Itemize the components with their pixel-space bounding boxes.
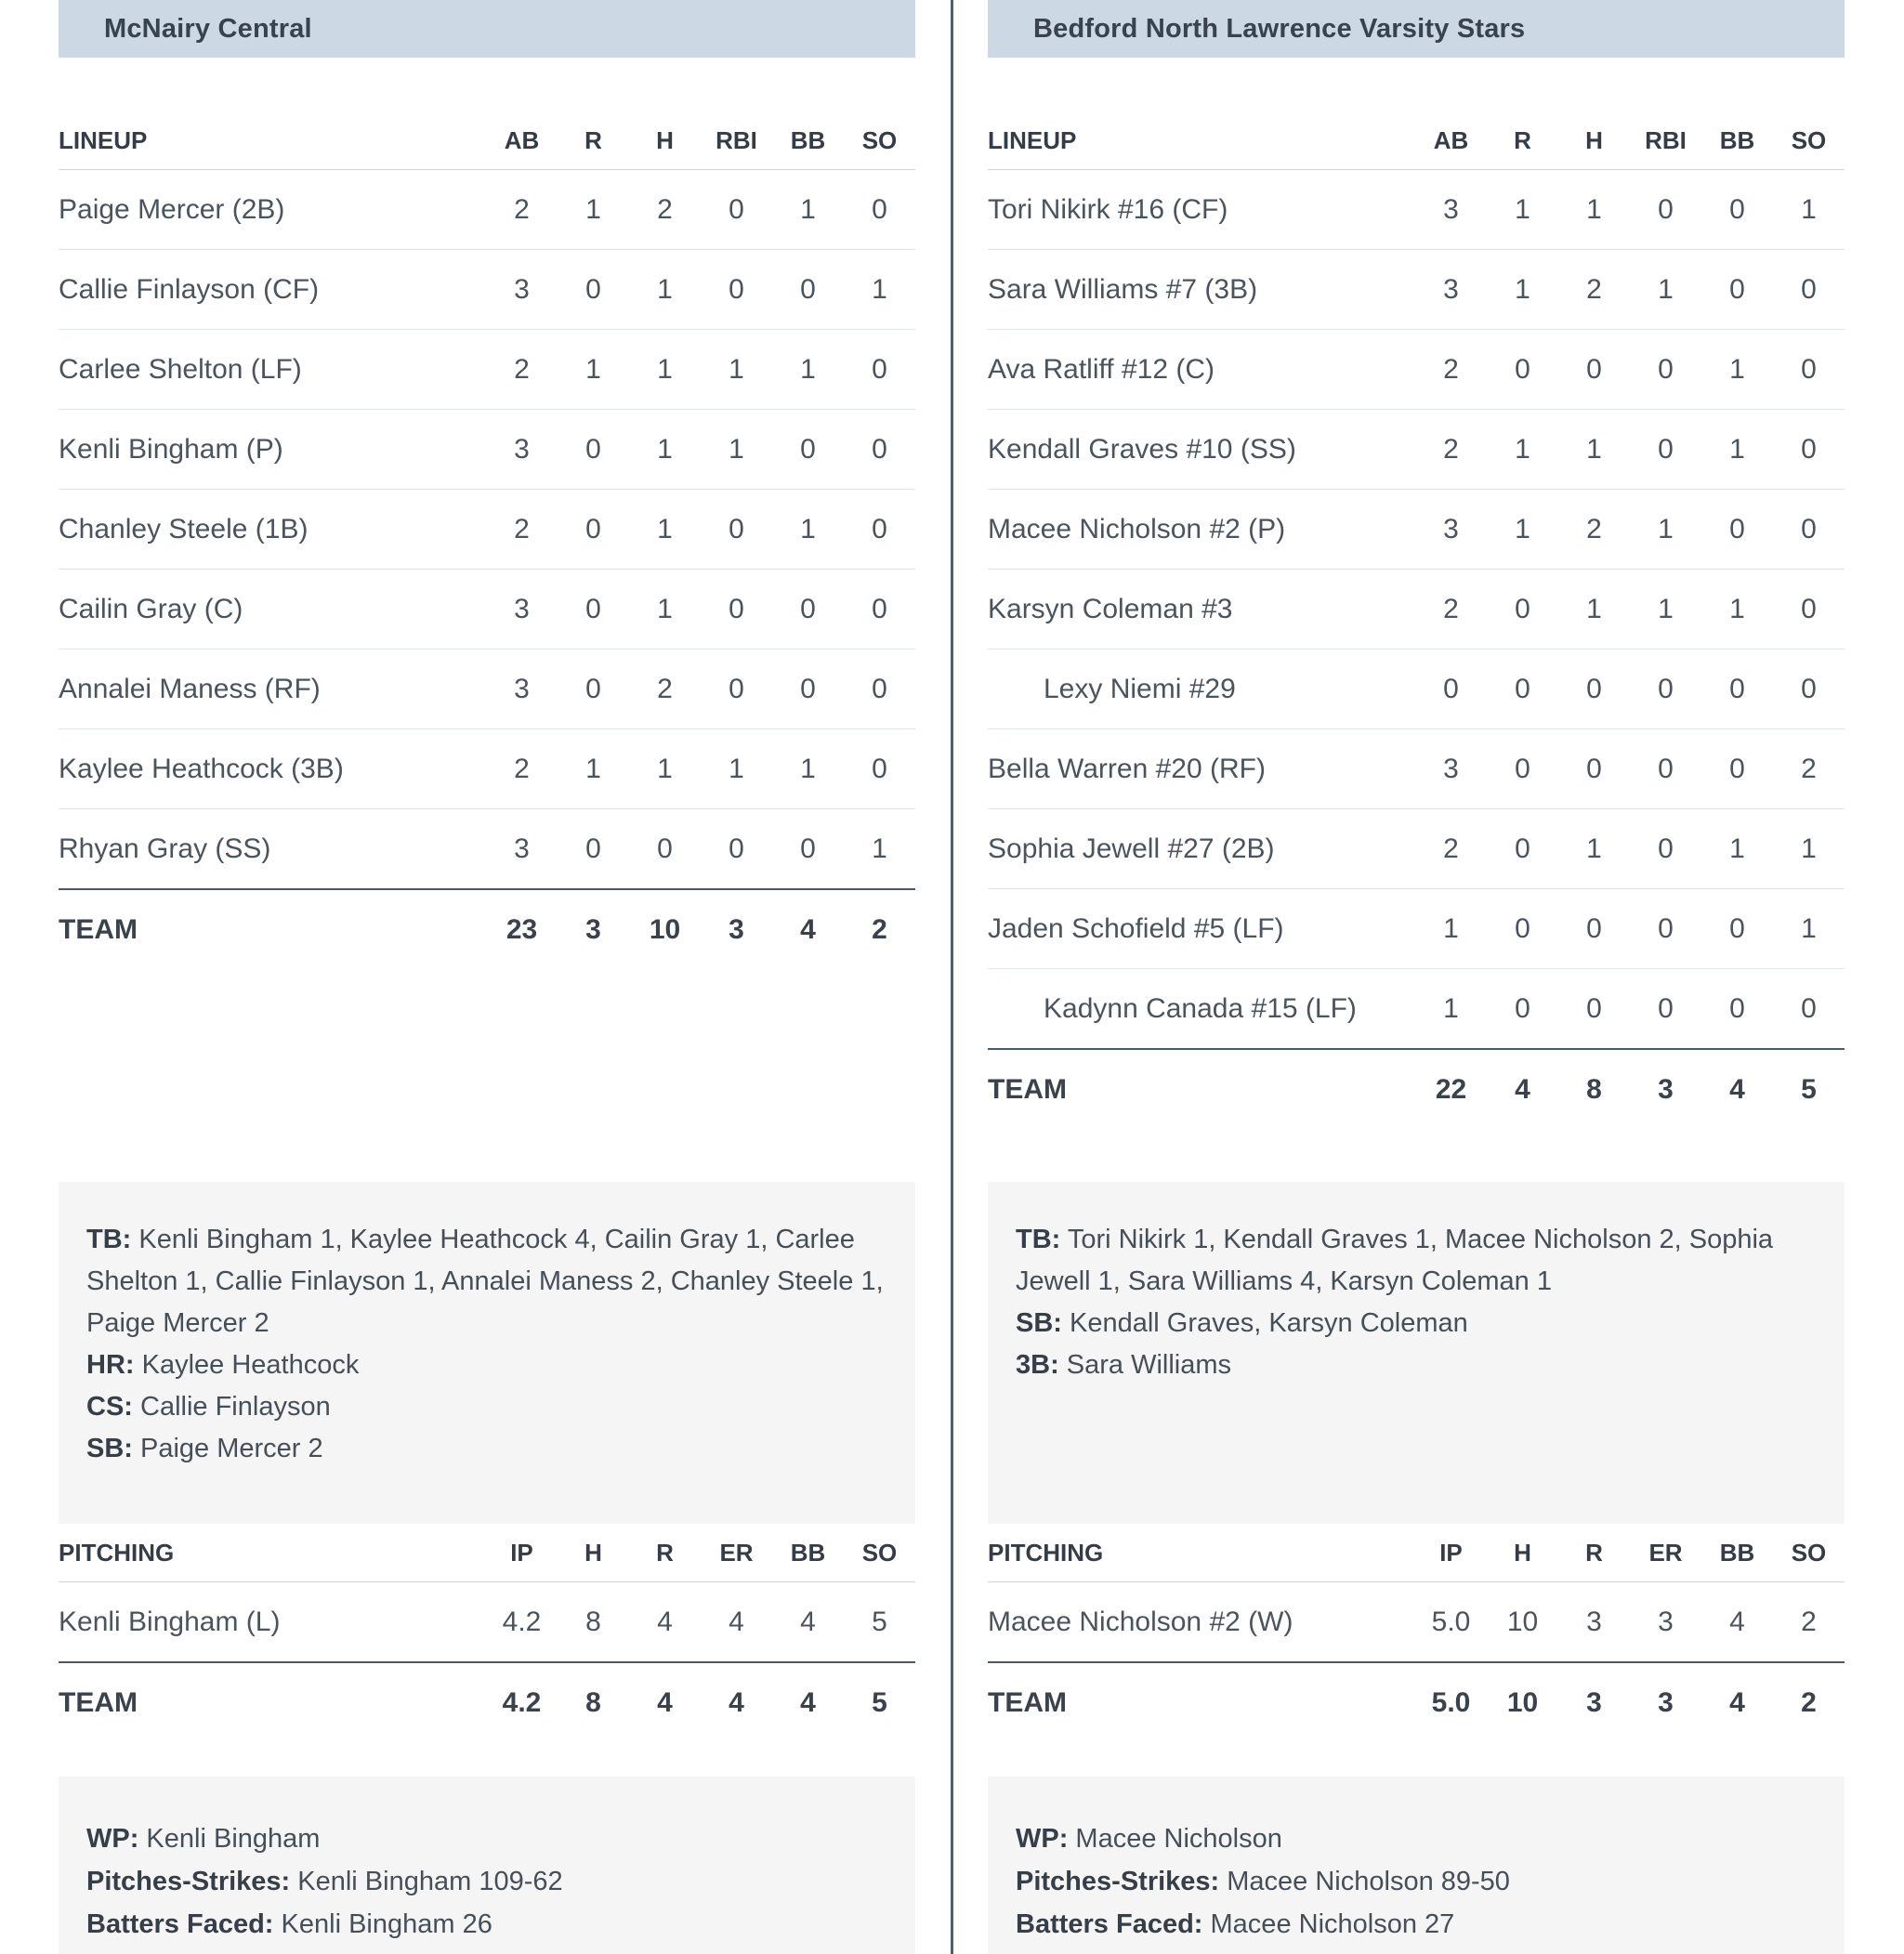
stat-value: 0 — [1701, 889, 1773, 969]
header-row — [988, 1524, 1845, 1582]
stat-value: 2 — [1415, 809, 1487, 889]
stat-value: 0 — [1558, 969, 1630, 1050]
stat-value: 0 — [844, 729, 915, 809]
stat-value: 0 — [1630, 649, 1701, 729]
team-panel-home — [988, 0, 1845, 1954]
lineup-table — [59, 111, 915, 969]
stat-value: 0 — [1630, 170, 1701, 250]
lineup-header-row — [59, 111, 915, 170]
stat-value: 0 — [1773, 570, 1845, 649]
stat-value: 3 — [486, 410, 558, 490]
stat-value: 0 — [1630, 330, 1701, 410]
stat-value: 3 — [1415, 729, 1487, 809]
pitching-player-row — [59, 1582, 915, 1663]
stat-value: 3 — [1415, 170, 1487, 250]
stat-value: 0 — [558, 649, 629, 729]
stat-value: 1 — [1773, 170, 1845, 250]
stat-value: 1 — [1558, 809, 1630, 889]
team-name: McNairy Central — [104, 13, 312, 44]
stat-value: 0 — [1701, 170, 1773, 250]
stat-value: 0 — [772, 570, 844, 649]
note-line: Pitches-Strikes: Kenli Bingham 109-62 — [86, 1867, 563, 1896]
column-header: RBI — [701, 111, 772, 170]
stat-value: 3 — [1415, 490, 1487, 570]
stat-value: 1 — [701, 330, 772, 410]
stat-value: 1 — [772, 490, 844, 570]
column-header: BB — [772, 1524, 844, 1582]
note-label: TB: — [1016, 1225, 1061, 1254]
stat-value: 4 — [1701, 1582, 1773, 1663]
stat-value: 2 — [486, 490, 558, 570]
stat-value: 10 — [1487, 1582, 1558, 1663]
team-total-value: 4 — [800, 913, 816, 945]
lineup-table — [988, 111, 1845, 1129]
stat-value: 1 — [1487, 250, 1558, 330]
note-line: WP: Macee Nicholson — [1016, 1824, 1282, 1854]
stat-value: 1 — [1630, 490, 1701, 570]
stat-value: 2 — [1415, 570, 1487, 649]
note-line: WP: Kenli Bingham — [86, 1824, 321, 1854]
player-name: Cailin Gray (C) — [59, 570, 486, 649]
stat-value: 1 — [629, 570, 701, 649]
note-label: Pitches-Strikes: — [86, 1867, 291, 1896]
batting-notes-box — [59, 1182, 915, 1524]
lineup-player-row — [988, 649, 1845, 729]
team-total-value: 4 — [1515, 1073, 1530, 1105]
stat-value: 0 — [1773, 490, 1845, 570]
lineup-player-row — [988, 889, 1845, 969]
stat-value: 1 — [1701, 570, 1773, 649]
column-header: AB — [1415, 111, 1487, 170]
stat-value: 4 — [701, 1582, 772, 1663]
stat-value: 1 — [1558, 410, 1630, 490]
stat-value: 1 — [629, 410, 701, 490]
column-header: IP — [1415, 1524, 1487, 1582]
player-name: Kenli Bingham (L) — [59, 1582, 486, 1663]
column-header: BB — [1701, 1524, 1773, 1582]
note-label: HR: — [86, 1350, 135, 1380]
stat-value: 1 — [1487, 170, 1558, 250]
stat-value: 1 — [1415, 889, 1487, 969]
stat-value: 0 — [844, 570, 915, 649]
stat-value: 0 — [701, 809, 772, 890]
column-header: H — [558, 1524, 629, 1582]
stat-value: 0 — [701, 170, 772, 250]
stat-value: 1 — [629, 250, 701, 330]
stat-value: 0 — [1701, 729, 1773, 809]
stat-value: 0 — [701, 649, 772, 729]
player-name: Macee Nicholson #2 (W) — [988, 1582, 1415, 1663]
team-total-row — [988, 1662, 1845, 1742]
team-total-value: 3 — [729, 913, 744, 945]
stat-value: 0 — [1701, 250, 1773, 330]
stat-value: 1 — [1558, 570, 1630, 649]
stat-value: 1 — [772, 170, 844, 250]
lineup-player-row — [59, 410, 915, 490]
team-total-value: 3 — [1658, 1073, 1674, 1105]
note-label: WP: — [1016, 1824, 1069, 1854]
team-total-value: 8 — [1586, 1073, 1602, 1105]
column-header: H — [1558, 111, 1630, 170]
stat-value: 1 — [558, 330, 629, 410]
team-total-value: 5 — [872, 1686, 887, 1718]
column-header: IP — [486, 1524, 558, 1582]
player-name: Carlee Shelton (LF) — [59, 330, 486, 410]
lineup-section — [59, 111, 915, 969]
team-total-value: 10 — [1506, 1686, 1539, 1718]
pitching-header-row — [59, 1524, 915, 1582]
stat-value: 0 — [844, 410, 915, 490]
stat-value: 2 — [1773, 1582, 1845, 1663]
note-label: Batters Faced: — [86, 1909, 274, 1939]
stat-value: 1 — [1487, 410, 1558, 490]
pitching-section — [59, 1524, 915, 1742]
column-header: R — [1487, 111, 1558, 170]
stat-value: 1 — [844, 250, 915, 330]
stat-value: 0 — [1487, 649, 1558, 729]
batting-notes-box — [988, 1182, 1845, 1524]
lineup-player-row — [59, 649, 915, 729]
column-header: SO — [1773, 1524, 1845, 1582]
note-line: 3B: Sara Williams — [1016, 1350, 1232, 1380]
player-name: Chanley Steele (1B) — [59, 490, 486, 570]
team-total-label: TEAM — [988, 1686, 1067, 1718]
stat-value: 5.0 — [1415, 1582, 1487, 1663]
stat-value: 0 — [1487, 969, 1558, 1050]
team-total-value: 5 — [1801, 1073, 1817, 1105]
header-row — [59, 111, 915, 170]
player-name: Jaden Schofield #5 (LF) — [988, 889, 1415, 969]
note-line: Pitches-Strikes: Macee Nicholson 89-50 — [1016, 1867, 1510, 1896]
team-header — [988, 0, 1845, 58]
stat-value: 0 — [558, 250, 629, 330]
stat-value: 1 — [772, 330, 844, 410]
team-total-label: TEAM — [59, 913, 138, 945]
stat-value: 2 — [1415, 330, 1487, 410]
stat-value: 0 — [558, 490, 629, 570]
stat-value: 0 — [1487, 889, 1558, 969]
note-line: TB: Tori Nikirk 1, Kendall Graves 1, Macee Nicholson 2, Sophia Jewell 1, Sara Williams 4, Karsyn Coleman 1 — [1016, 1225, 1774, 1296]
player-name: Paige Mercer (2B) — [59, 170, 486, 250]
stat-value: 0 — [844, 170, 915, 250]
note-line: HR: Kaylee Heathcock — [86, 1350, 360, 1380]
player-name: Rhyan Gray (SS) — [59, 809, 486, 890]
stat-value: 1 — [1558, 170, 1630, 250]
team-total-row — [59, 889, 915, 969]
team-total-value: 5.0 — [1431, 1686, 1471, 1718]
player-name: Callie Finlayson (CF) — [59, 250, 486, 330]
stat-value: 2 — [629, 649, 701, 729]
stat-value: 1 — [701, 729, 772, 809]
stat-value: 0 — [772, 250, 844, 330]
pitching-table — [988, 1524, 1845, 1742]
team-total-row — [988, 1049, 1845, 1129]
player-name: Kadynn Canada #15 (LF) — [988, 969, 1415, 1050]
stat-value: 0 — [1701, 969, 1773, 1050]
player-name: Kendall Graves #10 (SS) — [988, 410, 1415, 490]
column-header: R — [629, 1524, 701, 1582]
team-total-value: 22 — [1435, 1073, 1467, 1105]
player-name: Annalei Maness (RF) — [59, 649, 486, 729]
team-name: Bedford North Lawrence Varsity Stars — [1033, 13, 1526, 44]
stat-value: 0 — [844, 330, 915, 410]
column-header: H — [1487, 1524, 1558, 1582]
column-header: AB — [486, 111, 558, 170]
note-line: Batters Faced: Kenli Bingham 26 — [86, 1909, 492, 1939]
stat-value: 1 — [629, 490, 701, 570]
stat-value: 0 — [772, 649, 844, 729]
stat-value: 3 — [1630, 1582, 1701, 1663]
team-header — [59, 0, 915, 58]
note-line: Batters Faced: Macee Nicholson 27 — [1016, 1909, 1455, 1939]
stat-value: 0 — [772, 410, 844, 490]
lineup-player-row — [988, 729, 1845, 809]
stat-value: 2 — [1415, 410, 1487, 490]
team-total-value: 4 — [800, 1686, 816, 1718]
header-row — [59, 1524, 915, 1582]
stat-value: 0 — [1773, 969, 1845, 1050]
stat-value: 0 — [1773, 250, 1845, 330]
stat-value: 3 — [486, 570, 558, 649]
stat-value: 1 — [1701, 809, 1773, 889]
stat-value: 0 — [1558, 889, 1630, 969]
stat-value: 1 — [1701, 410, 1773, 490]
stat-value: 8 — [558, 1582, 629, 1663]
lineup-player-row — [59, 170, 915, 250]
stat-value: 2 — [486, 330, 558, 410]
lineup-player-row — [59, 570, 915, 649]
note-label: SB: — [86, 1434, 133, 1463]
pitching-header-row — [988, 1524, 1845, 1582]
stat-value: 0 — [1701, 490, 1773, 570]
lineup-player-row — [59, 809, 915, 890]
player-name: Macee Nicholson #2 (P) — [988, 490, 1415, 570]
stat-value: 0 — [701, 250, 772, 330]
stat-value: 1 — [1701, 330, 1773, 410]
stat-value: 1 — [1415, 969, 1487, 1050]
team-total-label: TEAM — [988, 1073, 1067, 1105]
player-name: Ava Ratliff #12 (C) — [988, 330, 1415, 410]
column-header: SO — [844, 1524, 915, 1582]
player-name: Karsyn Coleman #3 — [988, 570, 1415, 649]
stat-value: 1 — [558, 729, 629, 809]
stat-value: 0 — [1487, 330, 1558, 410]
lineup-player-row — [988, 330, 1845, 410]
header-row — [988, 111, 1845, 170]
lineup-player-row — [988, 170, 1845, 250]
stat-value: 0 — [1630, 729, 1701, 809]
stat-value: 0 — [1630, 410, 1701, 490]
pitching-notes-box — [59, 1777, 915, 1954]
player-name: Kaylee Heathcock (3B) — [59, 729, 486, 809]
stat-value: 4 — [629, 1582, 701, 1663]
stat-value: 2 — [486, 729, 558, 809]
player-name: Sara Williams #7 (3B) — [988, 250, 1415, 330]
lineup-header-row — [988, 111, 1845, 170]
stat-value: 0 — [1558, 330, 1630, 410]
lineup-player-row — [988, 410, 1845, 490]
player-name: Lexy Niemi #29 — [988, 649, 1415, 729]
stat-value: 0 — [1701, 649, 1773, 729]
lineup-section — [988, 111, 1845, 1129]
stat-value: 0 — [1630, 809, 1701, 889]
stat-value: 2 — [1558, 490, 1630, 570]
column-header: RBI — [1630, 111, 1701, 170]
team-total-label: TEAM — [59, 1686, 138, 1718]
stat-value: 0 — [1773, 410, 1845, 490]
lineup-player-row — [988, 969, 1845, 1050]
stat-value: 3 — [1415, 250, 1487, 330]
stat-value: 1 — [558, 170, 629, 250]
note-line: SB: Paige Mercer 2 — [86, 1434, 323, 1463]
column-divider — [951, 0, 953, 1954]
stat-value: 0 — [1773, 649, 1845, 729]
stat-value: 0 — [844, 490, 915, 570]
pitching-table — [59, 1524, 915, 1742]
note-line: CS: Callie Finlayson — [86, 1392, 331, 1422]
stat-value: 1 — [701, 410, 772, 490]
pitching-notes-box — [988, 1777, 1845, 1954]
player-name: Kenli Bingham (P) — [59, 410, 486, 490]
column-header: R — [1558, 1524, 1630, 1582]
team-total-value: 8 — [585, 1686, 601, 1718]
stat-value: 0 — [1487, 729, 1558, 809]
stat-value: 1 — [1630, 570, 1701, 649]
note-label: WP: — [86, 1824, 139, 1854]
stat-value: 1 — [844, 809, 915, 890]
stat-value: 0 — [1415, 649, 1487, 729]
note-line: TB: Kenli Bingham 1, Kaylee Heathcock 4, Cailin Gray 1, Carlee Shelton 1, Callie Finlayson 1, Annalei Maness 2, Chanley Steele 1, Paige Mercer 2 — [86, 1225, 884, 1338]
player-name: Tori Nikirk #16 (CF) — [988, 170, 1415, 250]
column-header: SO — [844, 111, 915, 170]
column-header: LINEUP — [988, 111, 1415, 170]
stat-value: 0 — [1773, 330, 1845, 410]
team-panel-away — [59, 0, 915, 1954]
column-header: PITCHING — [988, 1524, 1415, 1582]
column-header: ER — [701, 1524, 772, 1582]
team-total-value: 4 — [1729, 1686, 1745, 1718]
stat-value: 0 — [844, 649, 915, 729]
column-header: LINEUP — [59, 111, 486, 170]
stat-value: 3 — [486, 250, 558, 330]
team-total-value: 3 — [585, 913, 601, 945]
team-total-row — [59, 1662, 915, 1742]
column-header: BB — [1701, 111, 1773, 170]
note-label: Batters Faced: — [1016, 1909, 1203, 1939]
team-total-value: 23 — [506, 913, 538, 945]
stat-value: 1 — [1487, 490, 1558, 570]
team-total-value: 4 — [1729, 1073, 1745, 1105]
stat-value: 1 — [1630, 250, 1701, 330]
stat-value: 3 — [1558, 1582, 1630, 1663]
stat-value: 2 — [486, 170, 558, 250]
stat-value: 0 — [1630, 969, 1701, 1050]
lineup-player-row — [988, 250, 1845, 330]
stat-value: 2 — [1773, 729, 1845, 809]
stat-value: 0 — [558, 410, 629, 490]
player-name: Sophia Jewell #27 (2B) — [988, 809, 1415, 889]
lineup-player-row — [59, 250, 915, 330]
stat-value: 4.2 — [486, 1582, 558, 1663]
stat-value: 3 — [486, 809, 558, 890]
pitching-section — [988, 1524, 1845, 1742]
team-total-value: 2 — [872, 913, 887, 945]
team-total-value: 3 — [1586, 1686, 1602, 1718]
column-header: BB — [772, 111, 844, 170]
stat-value: 0 — [1487, 809, 1558, 889]
stat-value: 3 — [486, 649, 558, 729]
note-label: SB: — [1016, 1308, 1062, 1338]
lineup-player-row — [59, 330, 915, 410]
column-header: R — [558, 111, 629, 170]
lineup-player-row — [59, 729, 915, 809]
stat-value: 0 — [1630, 889, 1701, 969]
stat-value: 1 — [1773, 809, 1845, 889]
column-header: PITCHING — [59, 1524, 486, 1582]
lineup-player-row — [988, 809, 1845, 889]
team-total-value: 4 — [657, 1686, 673, 1718]
note-label: CS: — [86, 1392, 133, 1422]
stat-value: 1 — [772, 729, 844, 809]
player-name: Bella Warren #20 (RF) — [988, 729, 1415, 809]
stat-value: 0 — [1558, 649, 1630, 729]
pitching-player-row — [988, 1582, 1845, 1663]
stat-value: 0 — [558, 809, 629, 890]
stat-value: 1 — [629, 330, 701, 410]
stat-value: 4 — [772, 1582, 844, 1663]
note-label: 3B: — [1016, 1350, 1059, 1380]
stat-value: 1 — [1773, 889, 1845, 969]
stat-value: 2 — [629, 170, 701, 250]
stat-value: 2 — [1558, 250, 1630, 330]
stat-value: 0 — [701, 570, 772, 649]
stat-value: 0 — [1487, 570, 1558, 649]
stat-value: 5 — [844, 1582, 915, 1663]
note-label: Pitches-Strikes: — [1016, 1867, 1220, 1896]
column-header: H — [629, 111, 701, 170]
stat-value: 0 — [629, 809, 701, 890]
stat-value: 0 — [772, 809, 844, 890]
stat-value: 0 — [1558, 729, 1630, 809]
note-label: TB: — [86, 1225, 132, 1254]
team-total-value: 4.2 — [502, 1686, 542, 1718]
lineup-player-row — [988, 490, 1845, 570]
team-total-value: 2 — [1801, 1686, 1817, 1718]
team-total-value: 3 — [1658, 1686, 1674, 1718]
stat-value: 1 — [629, 729, 701, 809]
lineup-player-row — [59, 490, 915, 570]
stat-value: 0 — [558, 570, 629, 649]
team-total-value: 10 — [649, 913, 681, 945]
column-header: ER — [1630, 1524, 1701, 1582]
note-line: SB: Kendall Graves, Karsyn Coleman — [1016, 1308, 1468, 1338]
team-total-value: 4 — [729, 1686, 744, 1718]
column-header: SO — [1773, 111, 1845, 170]
stat-value: 0 — [701, 490, 772, 570]
lineup-player-row — [988, 570, 1845, 649]
